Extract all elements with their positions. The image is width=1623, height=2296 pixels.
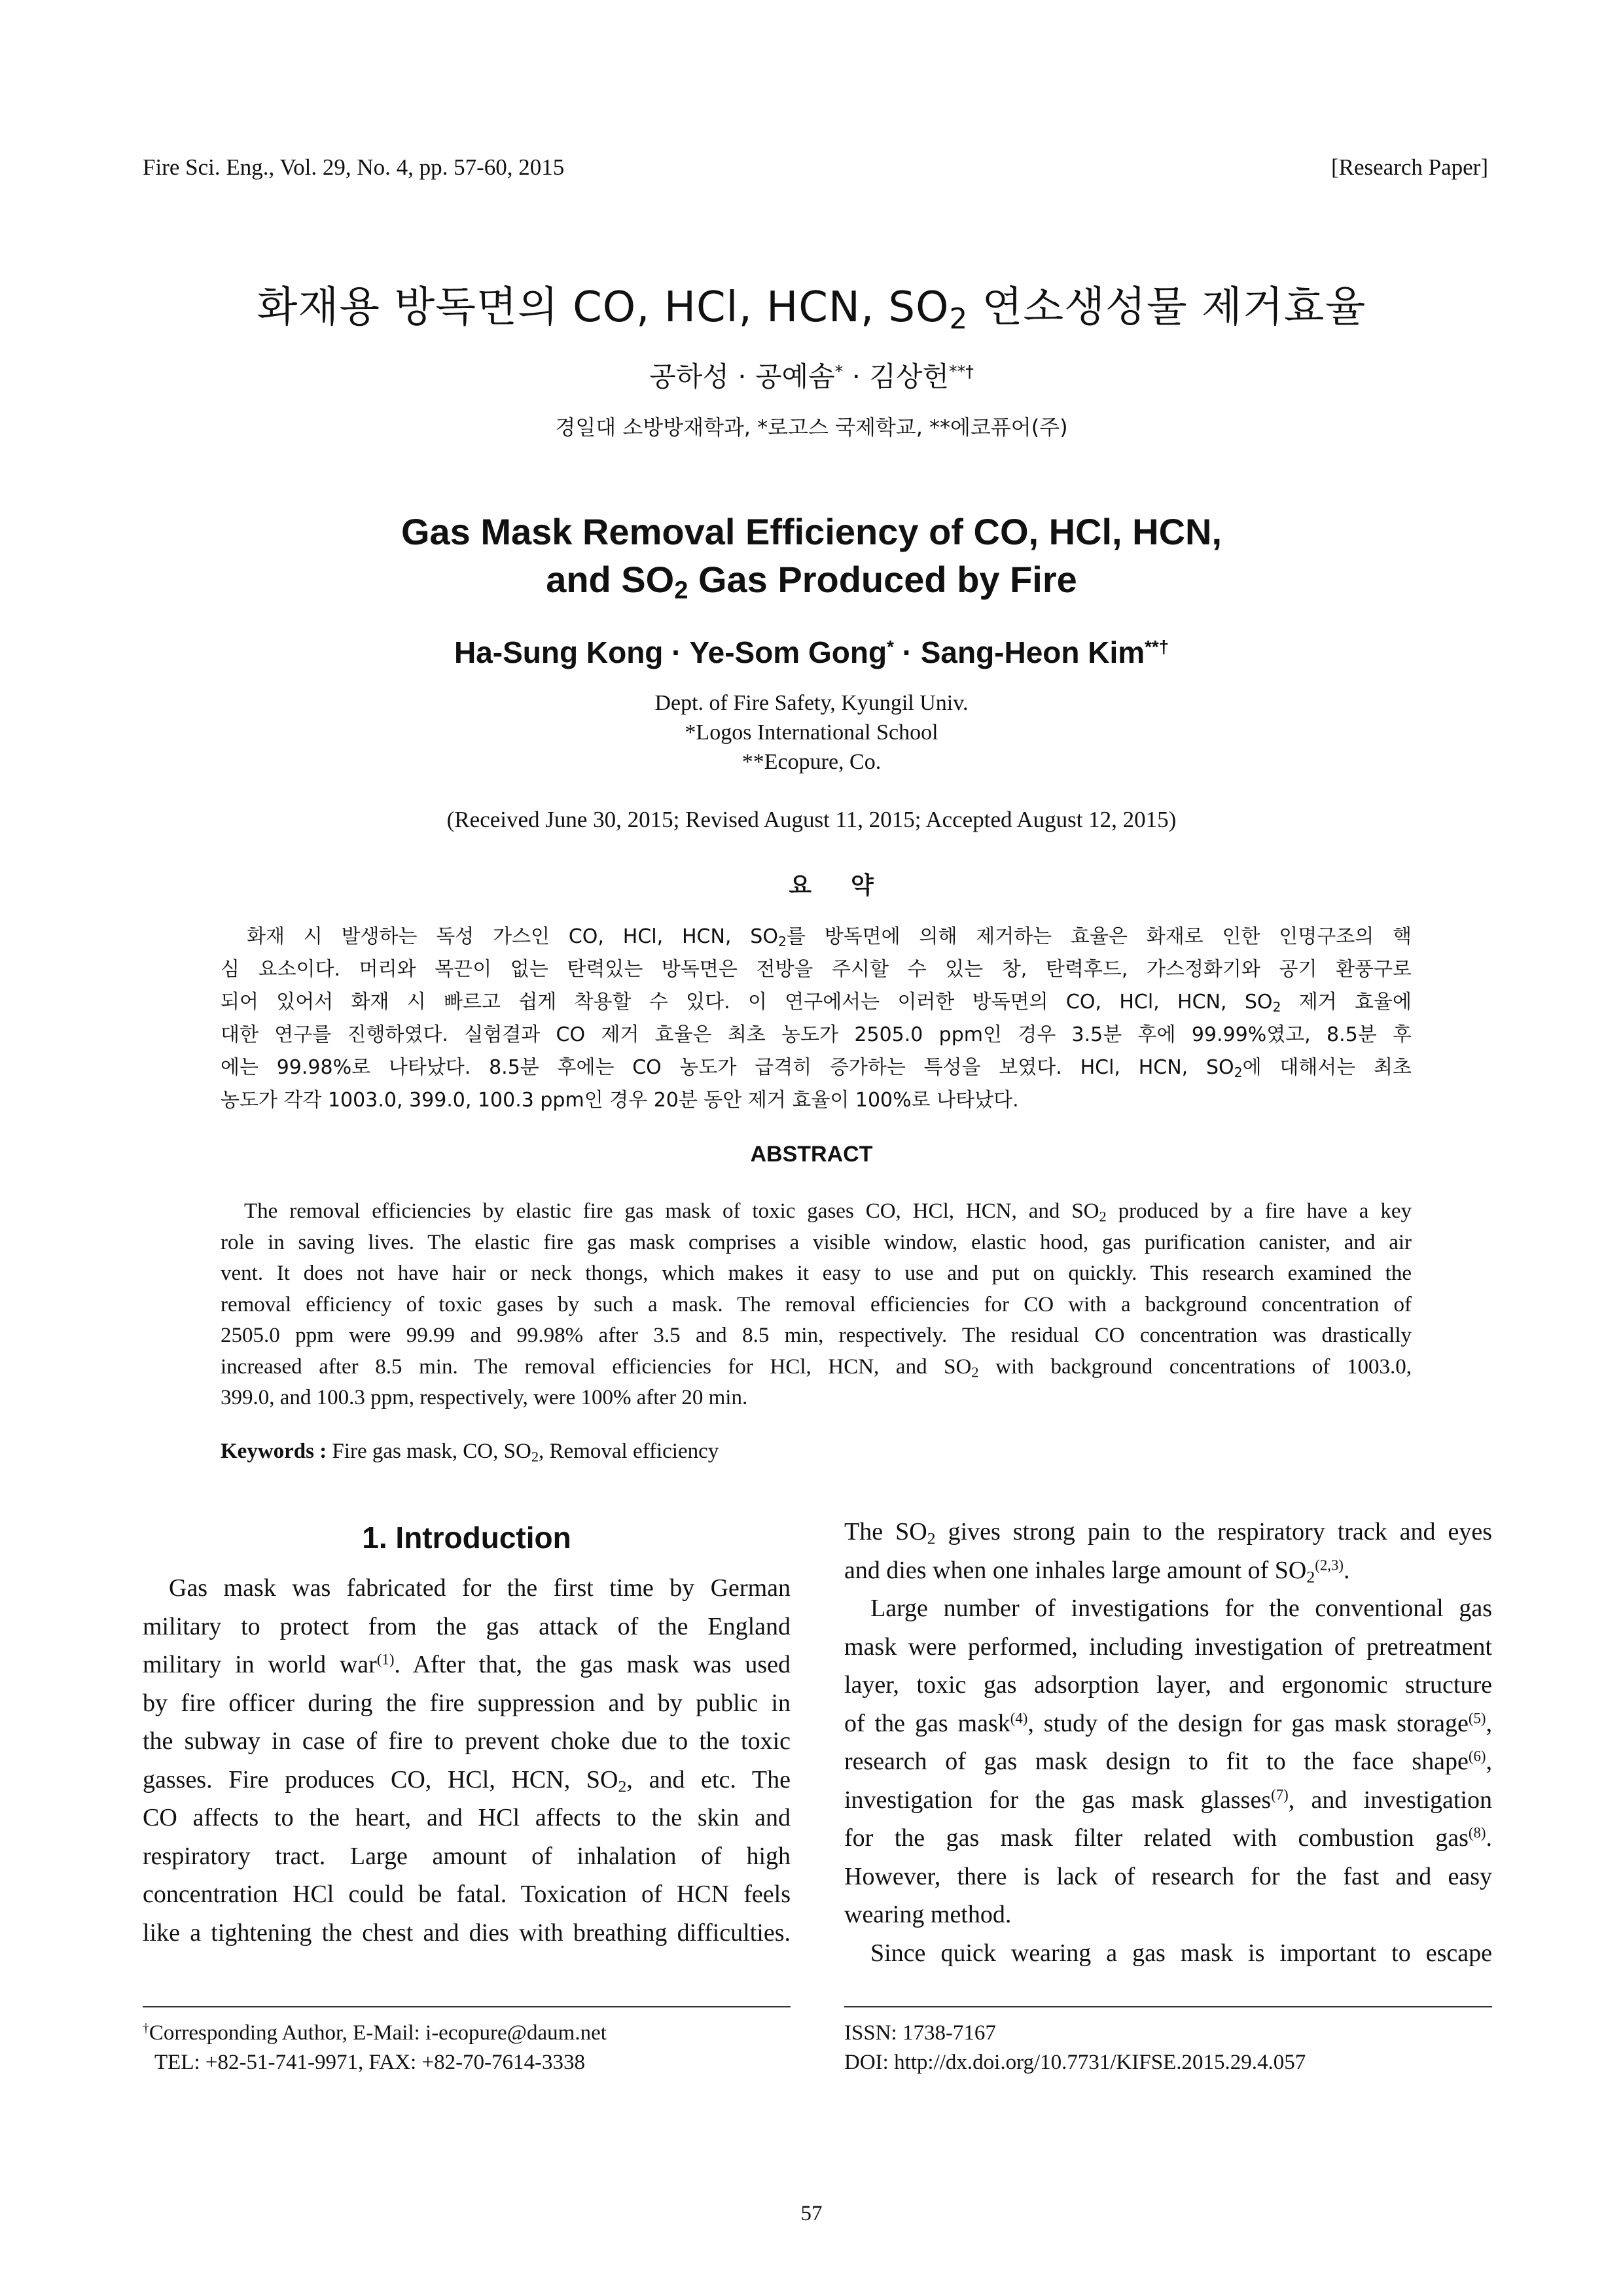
english-abstract xyxy=(221,1196,1412,1414)
body-line: research of gas mask design to fit to the face shape$^{(6)}$, xyxy=(844,1748,1492,1775)
body-line: like a tightening the chest and dies with breathing difficulties. xyxy=(143,1918,791,1947)
kr-abs-line: 되어 있어서 화재 시 빠르고 쉽게 착용할 수 있다. 이 연구에서는 이러한 방독면의 CO, HCl, HCN, $SO_2$ 제거 효율에 xyxy=(221,991,1412,1016)
body-line: Since quick wearing a gas mask is important to escape xyxy=(870,1939,1492,1967)
english-affiliations: Dept. of Fire Safety, Kyungil Univ. *Logos International School **Ecopure, Co. xyxy=(654,691,969,774)
body-line: the subway in case of fire to prevent choke due to the toxic xyxy=(143,1727,791,1755)
abs-line: 2505.0 ppm were 99.99 and 99.98% after 3.5 and 8.5 min, respectively. The residual CO concentration was drastically xyxy=(221,1324,1412,1347)
paper-type-label: [Research Paper] xyxy=(1330,154,1488,180)
footnote-divider-right xyxy=(844,2006,1492,2007)
body-line: for the gas mask filter related with combustion gas$^{(8)}$. xyxy=(844,1824,1492,1852)
body-line: The $SO_2$ gives strong pain to the respiratory track and eyes xyxy=(844,1518,1493,1548)
english-authors: Ha-Sung Kong · Ye-Som Gong* · Sang-Heon Kim**† xyxy=(454,635,1169,669)
body-line: wearing method. xyxy=(844,1901,1012,1928)
issn-doi-footnote: ISSN: 1738-7167 DOI: http://dx.doi.org/10.7731/KIFSE.2015.29.4.057 xyxy=(844,2021,1306,2074)
body-line: respiratory tract. Large amount of inhalation of high xyxy=(143,1842,791,1870)
korean-affiliation: 경일대 소방방재학과, *로고스 국제학교, **에코퓨어(주) xyxy=(555,415,1068,440)
abs-line: 399.0, and 100.3 ppm, respectively, were 100% after 20 min. xyxy=(221,1386,748,1409)
section-title-introduction: 1. Introduction xyxy=(362,1521,571,1555)
body-line: gasses. Fire produces CO, HCl, HCN, $SO_2$, and etc. The xyxy=(143,1765,791,1795)
kr-abs-line: 대한 연구를 진행하였다. 실험결과 CO 제거 효율은 최초 농도가 2505.0 ppm인 경우 3.5분 후에 99.99%였고, 8.5분 후 xyxy=(221,1023,1412,1046)
left-column xyxy=(143,1511,791,1952)
abs-line: The removal efficiencies by elastic fire gas mask of toxic gases CO, HCl, HCN, and $SO_2$ produced by a fire have a key xyxy=(244,1199,1412,1225)
corresponding-author-footnote: †Corresponding Author, E-Mail: i-ecopure@daum.net TEL: +82-51-741-9971, FAX: +82-70-7614-3338 xyxy=(143,2021,607,2074)
kr-abs-line: 에는 99.98%로 나타났다. 8.5분 후에는 CO 농도가 급격히 증가하는 특성을 보였다. HCl, HCN, $SO_2$에 대해서는 최초 xyxy=(221,1056,1412,1081)
body-line: by fire officer during the fire suppression and by public in xyxy=(143,1689,791,1717)
body-line: military in world war$^{(1)}$. After that, the gas mask was used xyxy=(143,1651,791,1678)
korean-authors: 공하성 · 공예솜* · 김상헌**† xyxy=(649,361,974,393)
body-line: CO affects to the heart, and HCl affects to the skin and xyxy=(143,1804,791,1831)
abstract-title: ABSTRACT xyxy=(750,1142,873,1167)
english-title: Gas Mask Removal Efficiency of CO, HCl, HCN, and $SO_2$ Gas Produced by Fire xyxy=(401,511,1222,605)
journal-citation: Fire Sci. Eng., Vol. 29, No. 4, pp. 57-60, 2015 xyxy=(143,154,565,180)
page-number: 57 xyxy=(800,2202,823,2225)
abs-line: vent. It does not have hair or neck thongs, which makes it easy to use and put on quickly. This research examined the xyxy=(221,1262,1412,1285)
body-line: Large number of investigations for the conventional gas xyxy=(870,1595,1492,1622)
kr-abs-line: 농도가 각각 1003.0, 399.0, 100.3 ppm인 경우 20분 동안 제거 효율이 100%로 나타났다. xyxy=(221,1089,1019,1112)
right-column xyxy=(844,1513,1492,1972)
body-line: layer, toxic gas adsorption layer, and ergonomic structure xyxy=(844,1671,1492,1699)
abs-line: role in saving lives. The elastic fire gas mask comprises a visible window, elastic hood, gas purification canister, and air xyxy=(221,1230,1412,1254)
abs-line: increased after 8.5 min. The removal efficiencies for HCl, HCN, and $SO_2$ with background concentrations of 1003.0, xyxy=(221,1354,1412,1381)
kr-abs-line: 화재 시 발생하는 독성 가스인 CO, HCl, HCN, $SO_2$를 방독면에 의해 제거하는 효율은 화재로 인한 인명구조의 핵 xyxy=(247,925,1412,950)
body-line: military to protect from the gas attack of the England xyxy=(143,1612,791,1640)
korean-abstract-title: 요약 xyxy=(789,872,913,899)
body-line: and dies when one inhales large amount of $SO_2^{(2,3)}$. xyxy=(844,1556,1350,1586)
received-dates: (Received June 30, 2015; Revised August 11, 2015; Accepted August 12, 2015) xyxy=(446,807,1177,832)
keywords: Keywords : Fire gas mask, CO, $SO_2$, Removal efficiency xyxy=(221,1439,719,1465)
body-line: However, there is lack of research for the fast and easy xyxy=(844,1862,1492,1890)
body-line: of the gas mask$^{(4)}$, study of the design for gas mask storage$^{(5)}$, xyxy=(844,1709,1492,1737)
korean-title: 화재용 방독면의 CO, HCl, HCN, $SO_2$ 연소생성물 제거효율 xyxy=(257,283,1366,336)
footnote-divider-left xyxy=(143,2006,791,2007)
kr-abs-line: 심 요소이다. 머리와 목끈이 없는 탄력있는 방독면은 전방을 주시할 수 있는 창, 탄력후드, 가스정화기와 공기 환풍구로 xyxy=(221,958,1412,981)
body-line: Gas mask was fabricated for the first time by German xyxy=(169,1574,791,1602)
body-line: mask were performed, including investigation of pretreatment xyxy=(844,1633,1492,1661)
korean-abstract xyxy=(221,921,1412,1117)
abs-line: removal efficiency of toxic gases by such a mask. The removal efficiencies for CO with a background concentration of xyxy=(221,1292,1412,1316)
body-line: concentration HCl could be fatal. Toxication of HCN feels xyxy=(143,1881,791,1908)
body-line: investigation for the gas mask glasses$^{(7)}$, and investigation xyxy=(844,1786,1492,1814)
